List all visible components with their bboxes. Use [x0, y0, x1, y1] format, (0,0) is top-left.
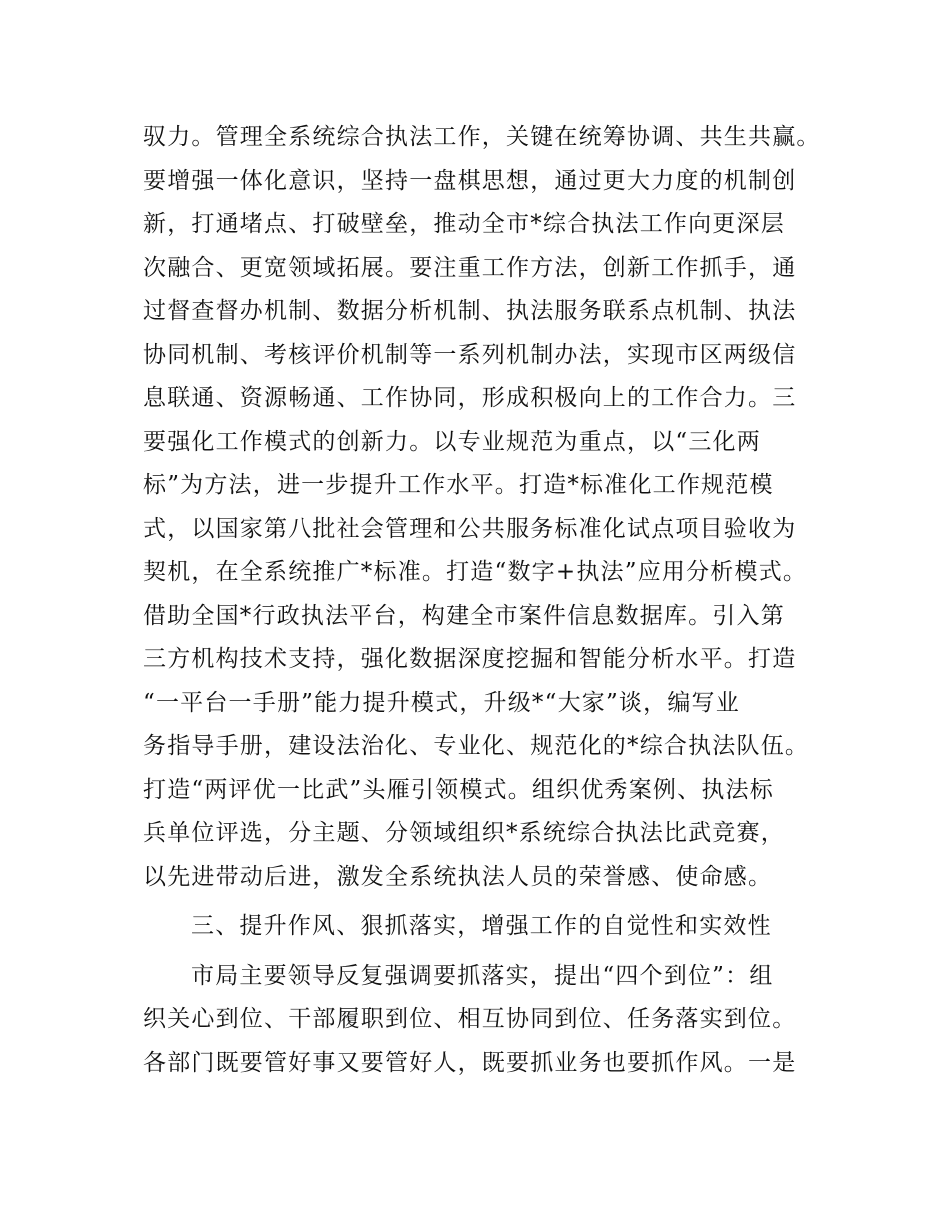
text-line: 息联通、资源畅通、工作协同，形成积极向上的工作合力。三 [143, 385, 797, 411]
paragraph [143, 116, 821, 899]
text-line: 式，以国家第八批社会管理和公共服务标准化试点项目验收为 [143, 515, 797, 542]
text-line: 契机，在全系统推广*标准。打造“数字+执法”应用分析模式。 [143, 559, 808, 585]
text-line: 三方机构技术支持，强化数据深度挖掘和智能分析水平。打造 [143, 646, 797, 672]
section-heading: 三、提升作风、狠抓落实，增强工作的自觉性和实效性 [191, 913, 772, 939]
text-line: 协同机制、考核评价机制等一系列机制办法，实现市区两级信 [143, 341, 797, 368]
text-line: 借助全国*行政执法平台，构建全市案件信息数据库。引入第 [143, 602, 785, 629]
text-line: 兵单位评选，分主题、分领域组织*系统综合执法比武竞赛， [143, 820, 785, 846]
text-line: 织关心到位、干部履职到位、相互协同到位、任务落实到位。 [143, 1006, 797, 1032]
text-line: 要强化工作模式的创新力。以专业规范为重点，以“三化两 [143, 428, 761, 455]
text-line: 市局主要领导反复强调要抓落实，提出“四个到位”：组 [191, 962, 774, 989]
text-line: 以先进带动后进，激发全系统执法人员的荣誉感、使命感。 [143, 863, 773, 890]
paragraph [143, 955, 813, 1086]
text-line: 要增强一体化意识，坚持一盘棋思想，通过更大力度的机制创 [143, 167, 797, 194]
text-line: 驭力。管理全系统综合执法工作，关键在统筹协调、共生共赢。 [143, 124, 821, 150]
text-line: 过督查督办机制、数据分析机制、执法服务联系点机制、执法 [143, 298, 797, 324]
text-line: 务指导手册，建设法治化、专业化、规范化的*综合执法队伍。 [143, 733, 810, 759]
text-line: 新，打通堵点、打破壁垒，推动全市*综合执法工作向更深层 [143, 211, 785, 237]
document-body [143, 116, 821, 1085]
text-line: 各部门既要管好事又要管好人，既要抓业务也要抓作风。一是 [143, 1049, 797, 1076]
text-line: 次融合、更宽领域拓展。要注重工作方法，创新工作抓手，通 [143, 254, 797, 281]
text-line: “一平台一手册”能力提升模式，升级*“大家”谈，编写业 [143, 689, 740, 716]
text-line: 标”为方法，进一步提升工作水平。打造*标准化工作规范模 [143, 472, 774, 498]
text-line: 打造“两评优一比武”头雁引领模式。组织优秀案例、执法标 [143, 776, 774, 803]
